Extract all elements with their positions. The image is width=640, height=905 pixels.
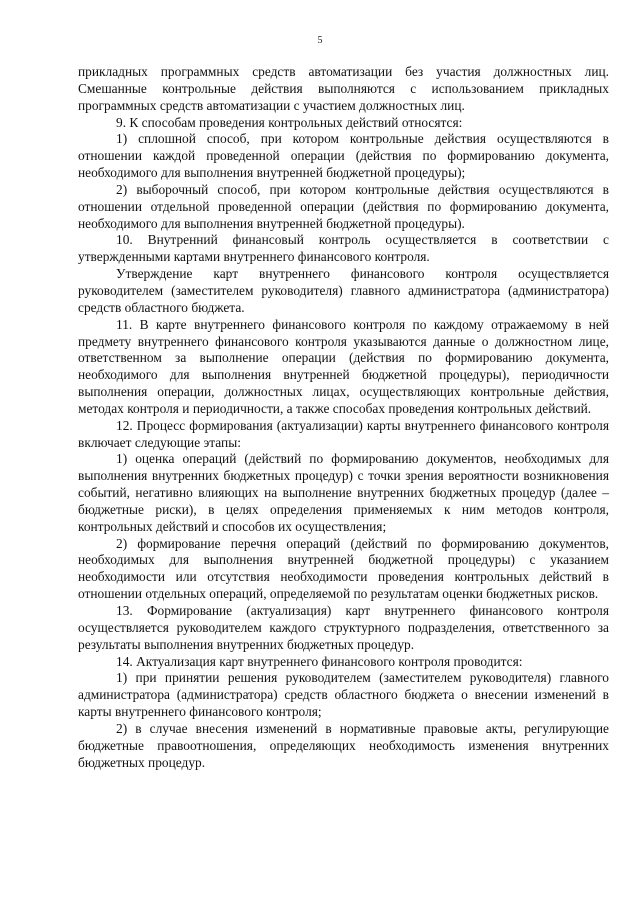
paragraph-item-10: 10. Внутренний финансовый контроль осуществляется в соответствии с утвержденными картами внутреннего финансового контроля. (78, 232, 609, 265)
paragraph-item-14-1: 1) при принятии решения руководителем (заместителем руководителя) главного администратора (администратора) средств областного бюджета о внесении изменений в карты внутреннего финансового контроля; (78, 670, 609, 720)
paragraph-item-13: 13. Формирование (актуализация) карт внутреннего финансового контроля осуществляется руководителем каждого структурного подразделения, ответственного за результаты выполнения внутренних бюджетных процедур. (78, 603, 609, 652)
paragraph-item-12-1: 1) оценка операций (действий по формированию документов, необходимых для выполнения внутренних бюджетных процедур) с точки зрения вероятности возникновения событий, негативно влияющих на выполнение внутренних бюджетных процедур (далее – бюджетные риски), в целях определения применяемых к ним методов контроля, контрольных действий и способов их осуществления; (78, 451, 609, 534)
paragraph-item-12: 12. Процесс формирования (актуализации) карты внутреннего финансового контроля включает следующие этапы: (78, 417, 609, 450)
document-body (78, 64, 609, 771)
paragraph-item-9-1: 1) сплошной способ, при котором контрольные действия осуществляются в отношении каждой проведенной операции (действия по формированию документа, необходимого для выполнения внутренней бюджетной процедуры); (78, 131, 609, 181)
page-number: 5 (317, 35, 323, 46)
paragraph-item-12-2: 2) формирование перечня операций (действий по формированию документов, необходимых для выполнения внутренней бюджетной процедуры) с указанием необходимости или отсутствия необходимости проведения контрольных действий в отношении отдельных операций, определяемой по результатам оценки бюджетных рисков. (78, 535, 609, 602)
paragraph-item-11: 11. В карте внутреннего финансового контроля по каждому отражаемому в ней предмету внутреннего финансового контроля указываются данные о должностном лице, ответственном за выполнение операции (действия по формированию документа, необходимого для выполнения внутренней бюджетной процедуры), периодичности выполнения операции, должностных лицах, осуществляющих контрольные действия, методах контроля и периодичности, а также способах проведения контрольных действий. (78, 316, 609, 416)
paragraph-continuation: прикладных программных средств автоматизации без участия должностных лиц. Смешанные контрольные действия выполняются с использованием прикладных программных средств автоматизации с участием должностных лиц. (78, 64, 609, 113)
paragraph-item-9-2: 2) выборочный способ, при котором контрольные действия осуществляются в отношении отдельной проведенной операции (действия по формированию документа, необходимого для выполнения внутренней бюджетной процедуры). (78, 181, 609, 231)
paragraph-item-10-approval: Утверждение карт внутреннего финансового контроля осуществляется руководителем (заместителем руководителя) главного администратора (администратора) средств областного бюджета. (78, 266, 609, 315)
paragraph-item-14-2: 2) в случае внесения изменений в нормативные правовые акты, регулирующие бюджетные правоотношения, определяющих необходимость изменения внутренних бюджетных процедур. (78, 720, 609, 770)
paragraph-item-14: 14. Актуализация карт внутреннего финансового контроля проводится: (116, 653, 523, 669)
paragraph-item-9: 9. К способам проведения контрольных действий относятся: (116, 114, 463, 130)
